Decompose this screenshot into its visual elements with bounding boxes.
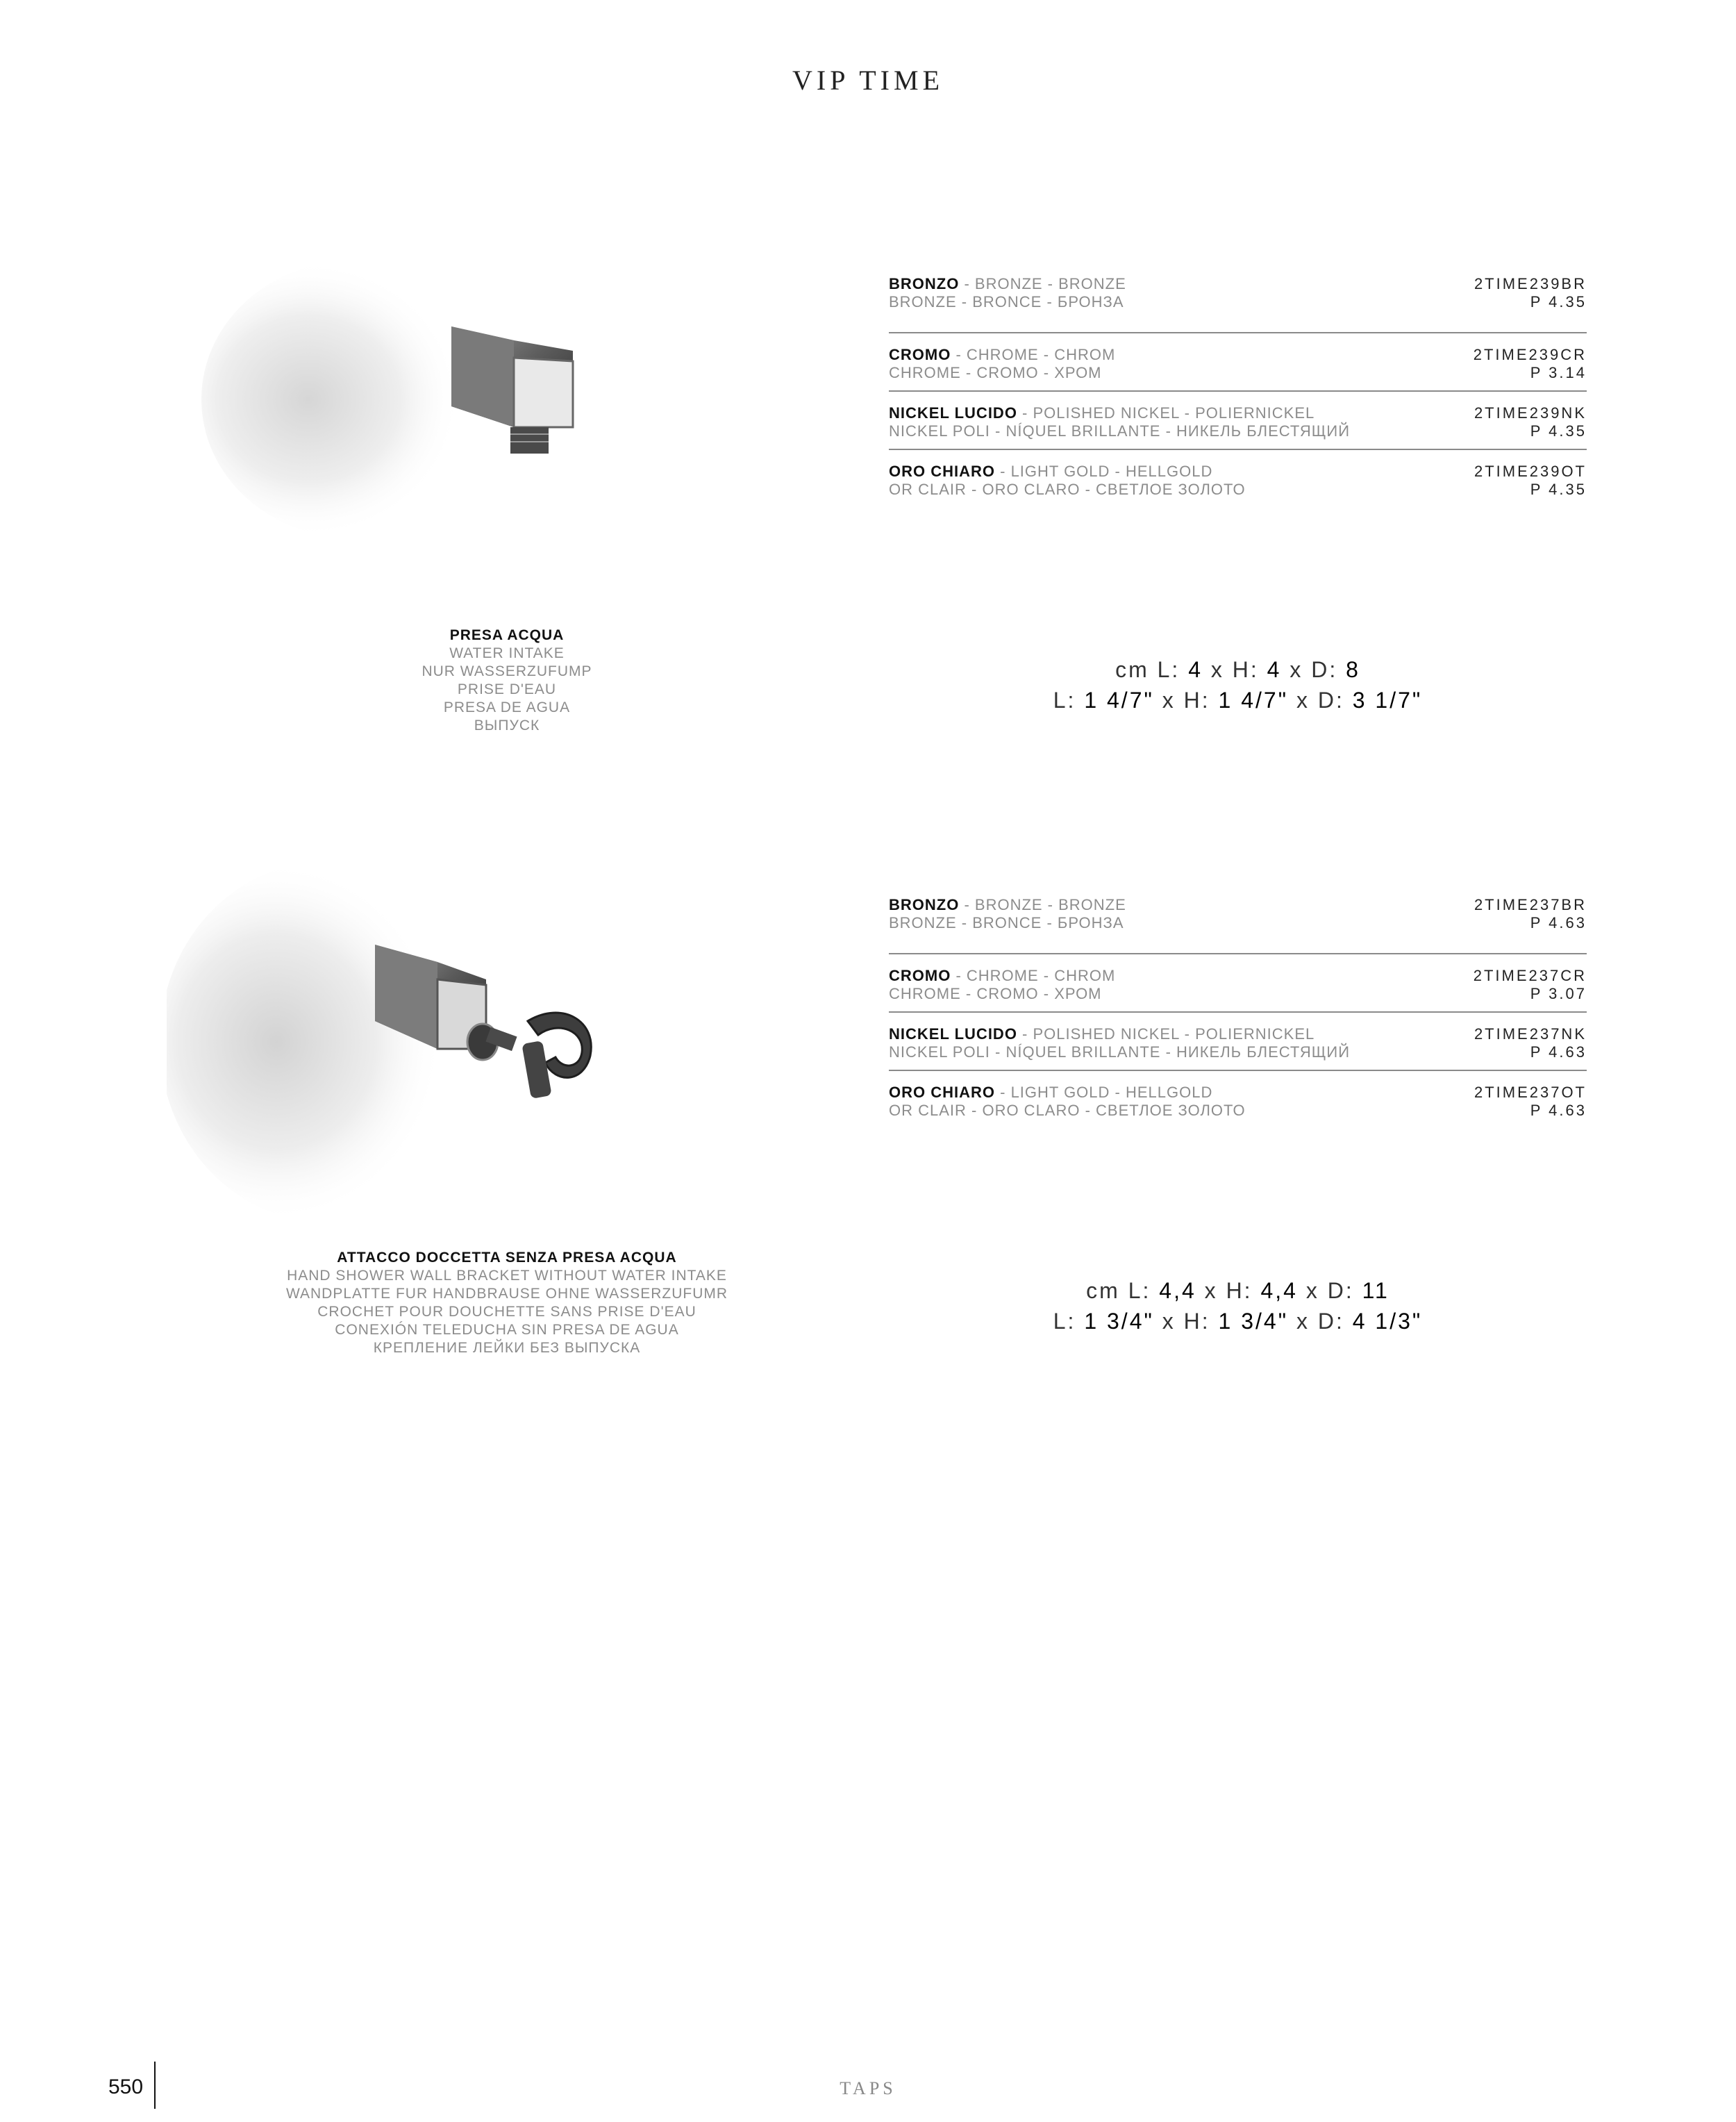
price: P 4.35 [1530, 481, 1587, 498]
finish-translations-line2: CHROME - CROMO - ХРОМ [889, 364, 1102, 381]
product-code: 2TIME239NK [1474, 404, 1587, 422]
page-number: 550 [108, 2075, 144, 2098]
dimensions [889, 1275, 1587, 1336]
finish-translations: BRONZE - BRONZE [974, 275, 1126, 292]
price: P 4.35 [1530, 293, 1587, 310]
dim-value: 8 [1346, 657, 1360, 682]
product-code: 2TIME237OT [1474, 1084, 1587, 1101]
dim-value: 1 4/7" [1084, 688, 1154, 713]
dim-label: x D: [1296, 1309, 1344, 1334]
product-name-block [236, 1249, 778, 1357]
finish-table-water-intake [889, 275, 1587, 508]
product-name-ru: ВЫПУСК [474, 718, 540, 733]
finish-translations: BRONZE - BRONZE [974, 896, 1126, 913]
dim-label: x H: [1210, 657, 1259, 682]
finish-name: BRONZO [889, 275, 960, 292]
finish-name: BRONZO [889, 896, 960, 913]
finish-row: CROMO - CHROME - CHROM CHROME - CROMO - ХРОМ 2TIME237CR P 3.07 [889, 954, 1587, 1013]
dim-value: 3 1/7" [1352, 688, 1423, 713]
dim-label: L: [1053, 1309, 1076, 1334]
product-name-block [292, 627, 722, 735]
product-code: 2TIME239OT [1474, 463, 1587, 480]
finish-translations: POLISHED NICKEL - POLIERNICKEL [1033, 1025, 1315, 1043]
finish-name: NICKEL LUCIDO [889, 1025, 1017, 1043]
finish-translations: CHROME - CHROM [966, 346, 1116, 363]
dim-label: cm L: [1115, 657, 1180, 682]
dim-label: x H: [1162, 688, 1210, 713]
price: P 4.63 [1530, 1043, 1587, 1061]
dimensions-cm [889, 1275, 1587, 1306]
dim-value: 1 4/7" [1218, 688, 1289, 713]
dim-value: 4 [1267, 657, 1282, 682]
finish-translations-line2: OR CLAIR - ORO CLARO - СВЕТЛОЕ ЗОЛОТО [889, 1102, 1246, 1119]
product-name-de: NUR WASSERZUFUMP [422, 663, 592, 679]
dimensions-cm [889, 654, 1587, 685]
product-code: 2TIME239BR [1474, 275, 1587, 292]
price: P 4.35 [1530, 422, 1587, 440]
dim-value: 4,4 [1260, 1278, 1298, 1303]
dim-label: L: [1053, 688, 1076, 713]
product-name-ru: КРЕПЛЕНИЕ ЛЕЙКИ БЕЗ ВЫПУСКА [373, 1340, 641, 1356]
price: P 3.07 [1530, 985, 1587, 1002]
section-label: TAPS [840, 2078, 896, 2098]
dim-value: 4 1/3" [1352, 1309, 1423, 1334]
dim-value: 11 [1362, 1278, 1389, 1303]
finish-row: CROMO - CHROME - CHROM CHROME - CROMO - ХРОМ 2TIME239CR P 3.14 [889, 333, 1587, 392]
finish-translations-line2: CHROME - CROMO - ХРОМ [889, 985, 1102, 1002]
finish-translations-line2: BRONZE - BRONCE - БРОНЗА [889, 293, 1124, 310]
product-code: 2TIME237BR [1474, 896, 1587, 913]
finish-name: ORO CHIARO [889, 1084, 995, 1101]
finish-row: ORO CHIARO - LIGHT GOLD - HELLGOLD OR CLAIR - ORO CLARO - СВЕТЛОЕ ЗОЛОТО 2TIME239OT P 4.35 [889, 463, 1587, 498]
page-title: VIP TIME [792, 65, 944, 96]
finish-table-shower-bracket [889, 896, 1587, 1129]
product-code: 2TIME237NK [1474, 1025, 1587, 1043]
dim-label: cm L: [1086, 1278, 1151, 1303]
dim-label: x H: [1204, 1278, 1253, 1303]
product-photo-shower-bracket [167, 834, 667, 1229]
product-code: 2TIME237CR [1473, 967, 1587, 984]
product-photo-water-intake [194, 236, 681, 556]
finish-translations: LIGHT GOLD - HELLGOLD [1010, 463, 1213, 480]
product-name-en: HAND SHOWER WALL BRACKET WITHOUT WATER INTAKE [287, 1268, 727, 1284]
product-name-es: PRESA DE AGUA [443, 699, 571, 715]
product-name-fr: CROCHET POUR DOUCHETTE SANS PRISE D'EAU [317, 1304, 696, 1320]
finish-name: NICKEL LUCIDO [889, 404, 1017, 422]
finish-name: ORO CHIARO [889, 463, 995, 480]
finish-row: NICKEL LUCIDO - POLISHED NICKEL - POLIERNICKEL NICKEL POLI - NÍQUEL BRILLANTE - НИКЕЛЬ БЛЕСТЯЩИЙ 2TIME239NK P 4.35 [889, 392, 1587, 450]
dim-value: 4 [1188, 657, 1203, 682]
dim-value: 4,4 [1159, 1278, 1196, 1303]
finish-row: ORO CHIARO - LIGHT GOLD - HELLGOLD OR CLAIR - ORO CLARO - СВЕТЛОЕ ЗОЛОТО 2TIME237OT P 4.63 [889, 1084, 1587, 1119]
product-name-de: WANDPLATTE FUR HANDBRAUSE OHNE WASSERZUFUMR [285, 1286, 728, 1302]
finish-translations-line2: NICKEL POLI - NÍQUEL BRILLANTE - НИКЕЛЬ БЛЕСТЯЩИЙ [889, 1043, 1351, 1061]
dim-label: x D: [1296, 688, 1344, 713]
dim-label: x D: [1290, 657, 1338, 682]
finish-translations: CHROME - CHROM [966, 967, 1116, 984]
finish-row: NICKEL LUCIDO - POLISHED NICKEL - POLIERNICKEL NICKEL POLI - NÍQUEL BRILLANTE - НИКЕЛЬ БЛЕСТЯЩИЙ 2TIME237NK P 4.63 [889, 1013, 1587, 1071]
dim-label: x D: [1305, 1278, 1354, 1303]
product-code: 2TIME239CR [1473, 346, 1587, 363]
product-name-fr: PRISE D'EAU [457, 681, 557, 697]
dim-value: 1 3/4" [1218, 1309, 1289, 1334]
price: P 3.14 [1530, 364, 1587, 381]
finish-translations-line2: NICKEL POLI - NÍQUEL BRILLANTE - НИКЕЛЬ БЛЕСТЯЩИЙ [889, 422, 1351, 440]
finish-translations-line2: OR CLAIR - ORO CLARO - СВЕТЛОЕ ЗОЛОТО [889, 481, 1246, 498]
finish-row: BRONZO - BRONZE - BRONZE BRONZE - BRONCE - БРОНЗА 2TIME237BR P 4.63 [889, 896, 1587, 954]
product-name-es: CONEXIÓN TELEDUCHA SIN PRESA DE AGUA [335, 1322, 679, 1338]
finish-name: CROMO [889, 346, 951, 363]
finish-name: CROMO [889, 967, 951, 984]
finish-row: BRONZO - BRONZE - BRONZE BRONZE - BRONCE - БРОНЗА 2TIME239BR P 4.35 [889, 275, 1587, 333]
finish-translations: LIGHT GOLD - HELLGOLD [1010, 1084, 1213, 1101]
finish-translations: POLISHED NICKEL - POLIERNICKEL [1033, 404, 1315, 422]
product-name-en: WATER INTAKE [449, 645, 565, 661]
dim-value: 1 3/4" [1084, 1309, 1154, 1334]
dimensions-inch [889, 685, 1587, 715]
finish-translations-line2: BRONZE - BRONCE - БРОНЗА [889, 914, 1124, 931]
product-name-it: ATTACCO DOCCETTA SENZA PRESA ACQUA [337, 1250, 677, 1266]
product-name-it: PRESA ACQUA [449, 627, 565, 643]
price: P 4.63 [1530, 914, 1587, 931]
price: P 4.63 [1530, 1102, 1587, 1119]
dimensions-inch [889, 1306, 1587, 1336]
dimensions [889, 654, 1587, 715]
dim-label: x H: [1162, 1309, 1210, 1334]
